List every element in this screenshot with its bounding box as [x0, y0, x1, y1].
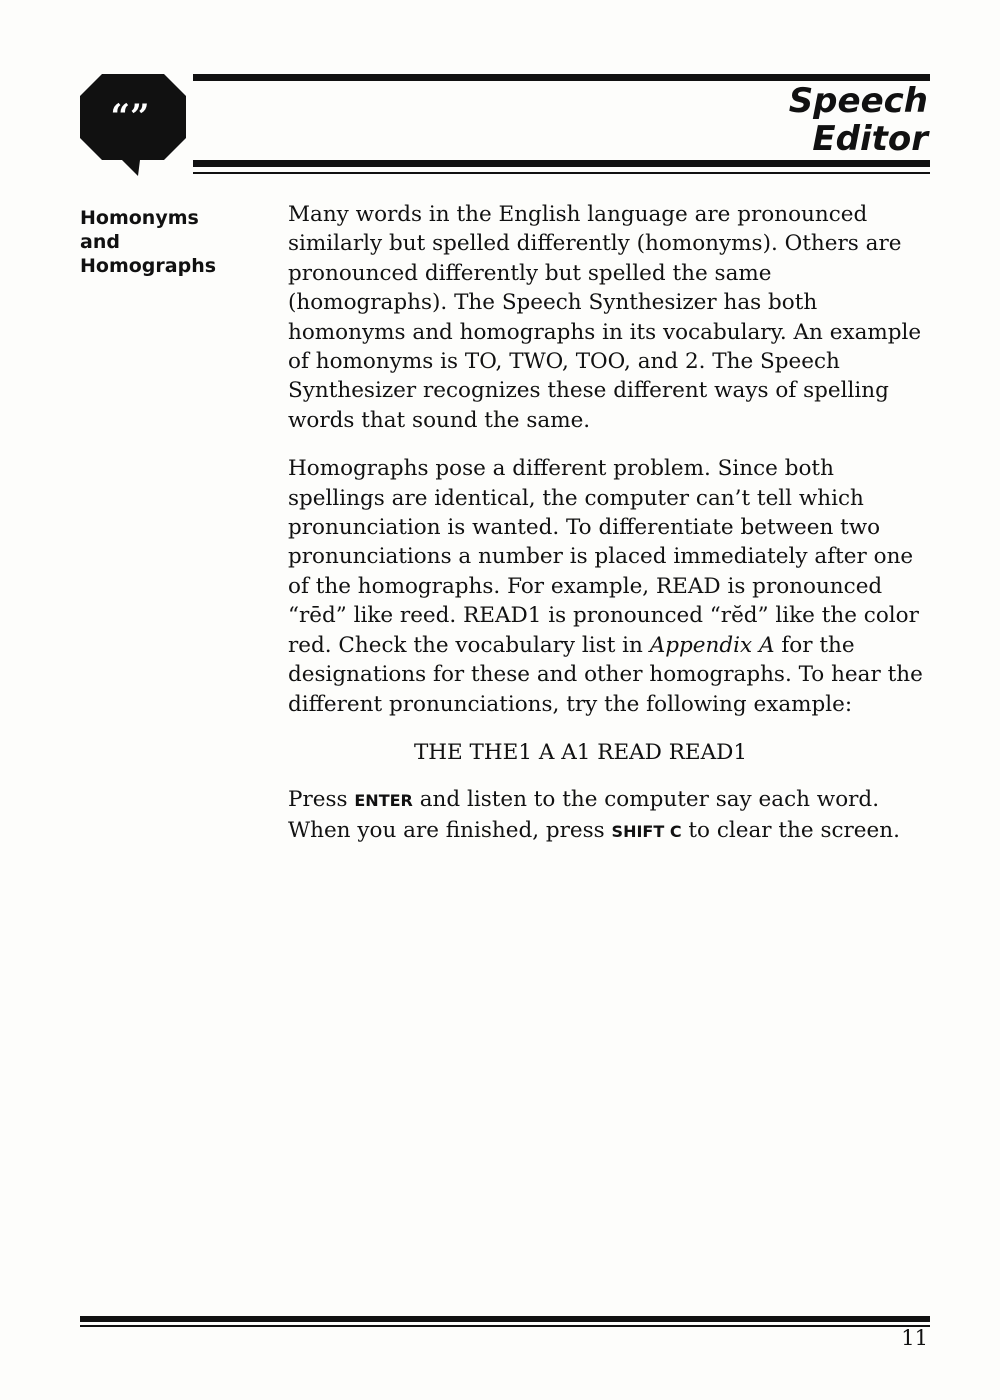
body-text: [288, 200, 928, 865]
section-heading-line-3: Homographs: [80, 255, 217, 277]
instructions-text-a: Press: [288, 787, 355, 813]
header-bottom-rule-thick: [193, 160, 930, 167]
enter-key-label: ENTER: [354, 791, 413, 811]
paragraph-instructions: [288, 785, 928, 846]
example-input: THE THE1 A A1 READ READ1: [413, 739, 748, 765]
footer-rule-thin: [80, 1325, 930, 1327]
logo-quote-marks: “”: [110, 97, 150, 137]
paragraph-homographs-text-a: Homographs pose a different problem. Since both spellings are identical, the computer can’t tell which pronunciation is wanted. To differentiate between two pronunciations a number is placed immediately after one of the homographs. For example, READ is pronounced “rēd” like reed. READ1 is pronounced “rĕd” like the color red. Check the vocabulary list in: [288, 456, 919, 658]
instructions-text-b: and listen to the computer say each word. When you are finished, press: [288, 787, 880, 843]
paragraph-homographs-text-b: for the designations for these and other homographs. To hear the different pronunciations, try the following example:: [288, 632, 923, 717]
speech-bubble-quotes-icon: [80, 74, 186, 176]
title-line-2: Editor: [812, 119, 928, 159]
appendix-reference: Appendix A: [649, 632, 775, 658]
page-title: [789, 82, 928, 158]
title-line-1: Speech: [788, 81, 928, 121]
paragraph-homographs: [288, 454, 928, 719]
section-heading: [80, 206, 260, 278]
instructions-text-c: to clear the screen.: [681, 817, 900, 843]
header-bottom-rule-thin: [193, 172, 930, 174]
page-number: 11: [901, 1326, 928, 1350]
section-heading-line-2: and: [80, 231, 120, 253]
section-heading-line-1: Homonyms: [80, 207, 199, 229]
shift-c-key-label: SHIFT C: [611, 821, 682, 841]
header-top-rule: [193, 74, 930, 81]
footer-rule-thick: [80, 1316, 930, 1322]
paragraph-homonyms: Many words in the English language are pronounced similarly but spelled differently (homonyms). Others are pronounced differently but spelled the same (homographs). The Speech Synthesizer has both homonyms and homographs in its vocabulary. An example of homonyms is TO, TWO, TOO, and 2. The Speech Synthesizer recognizes these different ways of spelling words that sound the same.: [288, 202, 922, 433]
